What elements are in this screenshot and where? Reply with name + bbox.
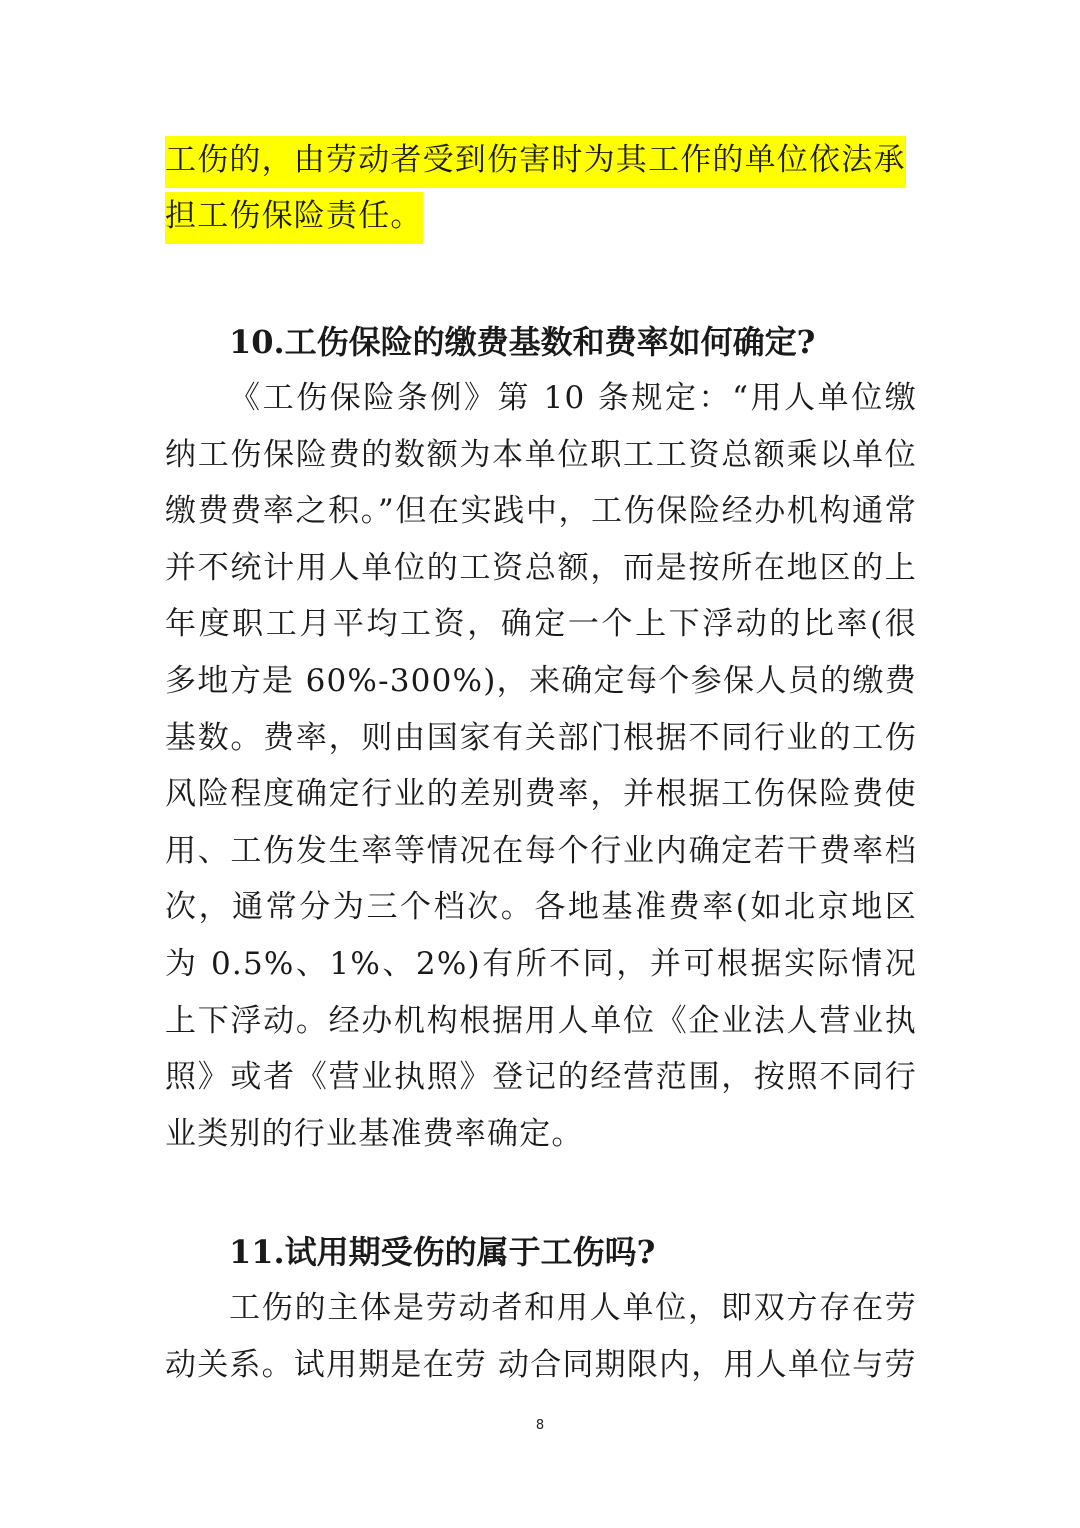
page-number: 8 (535, 1418, 545, 1433)
section-10-body: 《工伤保险条例》第 10 条规定：“用人单位缴纳工伤保险费的数额为本单位职工工资总额乘以单位缴费费率之积。”但在实践中，工伤保险经办机构通常并不统计用人单位的工资总额，而是按所在地区的上年度职工月平均工资，确定一个上下浮动的比率(很多地方是 60%-300%)，来确定每个参保人员的缴费基数。费率，则由国家有关部门根据不同行业的工伤风险程度确定行业的差别费率，并根据工伤保险费使用、工伤发生率等情况在每个行业内确定若干费率档次，通常分为三个档次。各地基准费率(如北京地区为 0.5%、1%、2%)有所不同，并可根据实际情况上下浮动。经办机构根据用人单位《企业法人营业执照》或者《营业执照》登记的经营范围，按照不同行业类别的行业基准费率确定。 (165, 380, 917, 1152)
section-11-body: 工伤的主体是劳动者和用人单位，即双方存在劳动关系。试用期是在劳 动合同期限内，用人单位与劳 (165, 1290, 917, 1383)
section-11-heading: 11.试用期受伤的属于工伤吗? (229, 1233, 656, 1272)
highlighted-text: 工伤的，由劳动者受到伤害时为其工作的单位依法承担工伤保险责任。 (165, 136, 906, 244)
page-content (165, 132, 917, 1394)
section-10-heading: 10.工伤保险的缴费基数和费率如何确定? (229, 323, 816, 361)
highlighted-paragraph (165, 132, 917, 244)
